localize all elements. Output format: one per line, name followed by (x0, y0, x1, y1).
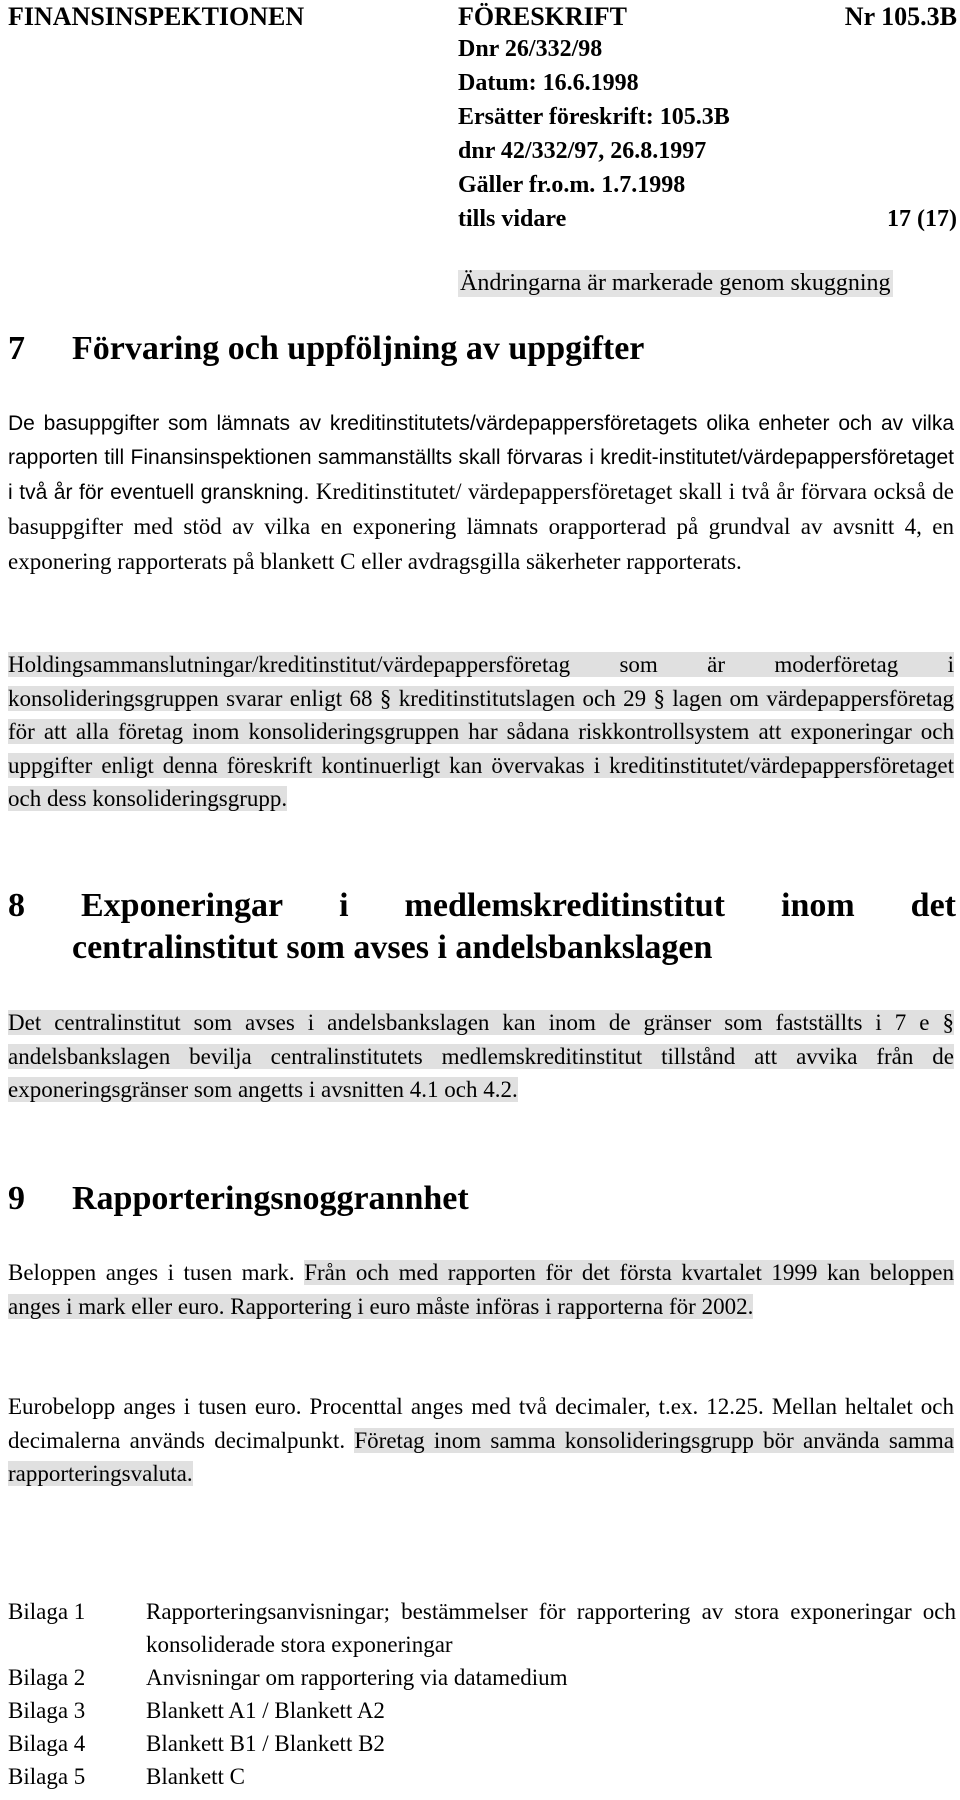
shaded-text: Från och med rapporten för det första kvartalet 1999 kan beloppen anges i mark eller euro. Rapportering i euro måste införas i rapporterna för 2002. (8, 1260, 954, 1319)
attachment-row (8, 1595, 956, 1661)
section-9-paragraph-2 (8, 1390, 954, 1491)
section-title: Rapporteringsnoggrannhet (72, 1180, 469, 1217)
attachment-row (8, 1727, 956, 1760)
valid-until: tills vidare (458, 206, 567, 232)
section-number: 8 (8, 887, 25, 924)
replaces-diary-number: dnr 42/332/97, 26.8.1997 (458, 138, 707, 164)
shaded-text: Företag inom samma konsolideringsgrupp bör använda samma rapporteringsvaluta. (8, 1427, 955, 1486)
attachment-label: Bilaga 2 (8, 1665, 86, 1690)
paragraph-text: Det centralinstitut som avses i andelsbankslagen kan inom de gränser som fastställts i 7 e (8, 1010, 930, 1035)
attachment-text: Blankett C (146, 1764, 246, 1789)
section-9-heading (8, 1180, 469, 1218)
heading-line-2: centralinstitut som avses i andelsbankslagen (72, 929, 713, 966)
document-header (0, 0, 960, 320)
shaded-text (8, 652, 954, 811)
section-symbol: § (653, 685, 665, 711)
paragraph-text: Holdingsammanslutningar/kreditinstitut/värdepappersföretag som är moderföretag i konsolideringsgruppen svarar enligt 68 (8, 652, 954, 711)
section-symbol: § (942, 1010, 955, 1035)
paragraph-text: Kreditinstitutet/ värdepappersföretaget skall i två år förvara också de basuppgifter med stöd av vilka en exponering lämnats orapporterad på grundval av avsnitt 4, en exponering rapporterats på blankett C eller avdragsgilla säkerheter rapporterats. (8, 479, 954, 574)
paragraph-text: Eurobelopp anges i tusen euro. Procenttal anges med två decimaler, t.ex. 12.25. Mellan heltalet och decimalerna används decimalpunkt. (8, 1394, 954, 1453)
paragraph-text: lagen om värdepappersföretag för att alla företag inom konsolideringsgruppen har sådana riskkontrollsystem att exponeringar och uppgifter enligt denna föreskrift kontinuerligt kan övervakas i kreditinstitutet/värdepappersföretaget och dess konsolideringsgrupp. (8, 685, 955, 811)
attachment-list (8, 1595, 956, 1793)
heading-word: inom (781, 887, 855, 924)
section-symbol: § (379, 685, 392, 711)
attachment-label: Bilaga 5 (8, 1764, 86, 1789)
section-7-paragraph-1 (8, 407, 954, 580)
attachment-row (8, 1760, 956, 1793)
section-7-paragraph-2 (8, 648, 954, 816)
attachment-label: Bilaga 4 (8, 1731, 86, 1756)
document-type: FÖRESKRIFT (458, 2, 628, 31)
paragraph-text: De basuppgifter som lämnats av kreditinstitutets/värdepappersföretagets olika enheter och av vilka rapporten till Finansinspektionen sammanställts skall förvaras i kredit-institutet/värdepappersföretaget i två år för eventuell granskning. (8, 412, 954, 504)
document-number: Nr 105.3B (844, 2, 957, 31)
change-note: Ändringarna är markerade genom skuggning (460, 270, 891, 296)
attachment-text: Rapporteringsanvisningar; bestämmelser för rapportering av stora exponeringar och konsoliderade stora exponeringar (146, 1599, 956, 1657)
section-9-paragraph-1 (8, 1256, 954, 1323)
attachment-row (8, 1661, 956, 1694)
heading-word: medlemskreditinstitut (404, 887, 726, 924)
heading-word: Exponeringar (80, 887, 284, 924)
heading-word: det (910, 887, 956, 924)
section-8-paragraph-1 (8, 1006, 954, 1107)
section-number: 7 (8, 330, 25, 367)
attachment-row (8, 1694, 956, 1727)
attachment-text: Blankett B1 / Blankett B2 (146, 1731, 385, 1756)
attachment-label: Bilaga 3 (8, 1698, 86, 1723)
valid-from: Gäller fr.o.m. 1.7.1998 (458, 172, 686, 198)
attachment-text: Anvisningar om rapportering via datamedium (146, 1665, 568, 1690)
page-number: 17 (17) (887, 206, 957, 232)
paragraph-text: Beloppen anges i tusen mark. (8, 1260, 295, 1285)
heading-word: i (339, 887, 349, 924)
attachment-label: Bilaga 1 (8, 1599, 86, 1624)
attachment-text: Blankett A1 / Blankett A2 (146, 1698, 385, 1723)
paragraph-text: kreditinstitutslagen och 29 (398, 685, 647, 711)
paragraph-text: andelsbankslagen bevilja centralinstitutets medlemskreditinstitut tillstånd att avvika från de exponeringsgränser som angetts i avsnitten 4.1 och 4.2. (8, 1043, 954, 1102)
organization-name: FINANSINSPEKTIONEN (8, 2, 305, 31)
section-8-heading (8, 885, 956, 969)
shaded-text (8, 1010, 954, 1102)
document-date: Datum: 16.6.1998 (458, 70, 639, 96)
section-7-heading (8, 330, 644, 368)
diary-number: Dnr 26/332/98 (458, 36, 603, 62)
section-title: Förvaring och uppföljning av uppgifter (72, 330, 645, 367)
section-number: 9 (8, 1180, 25, 1217)
replaces-regulation: Ersätter föreskrift: 105.3B (458, 104, 730, 130)
